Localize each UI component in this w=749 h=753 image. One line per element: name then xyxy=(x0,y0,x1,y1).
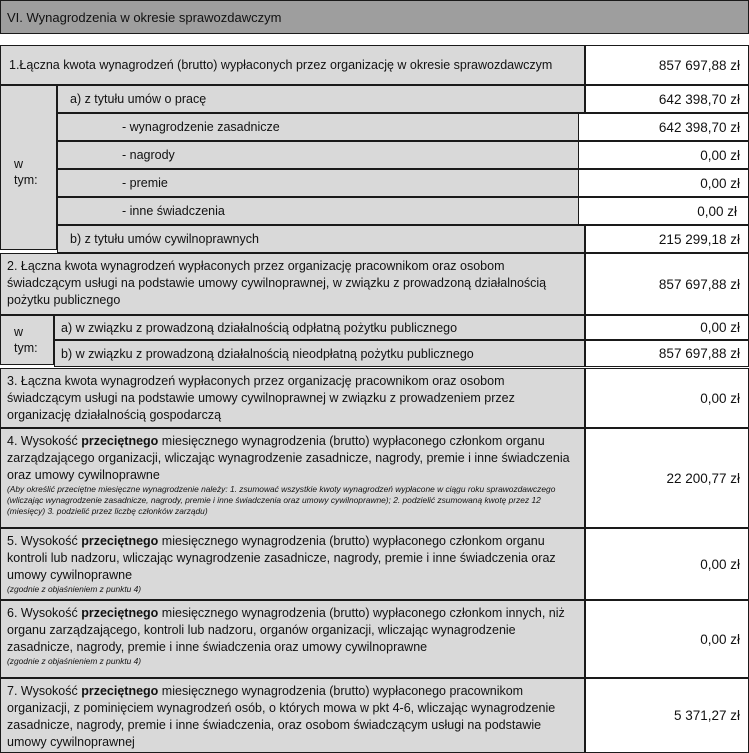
row-2a-label: a) w związku z prowadzoną działalnością odpłatną pożytku publicznego xyxy=(54,315,585,340)
wtym-label: w tym: xyxy=(14,325,38,355)
row-6-suffix: miesięcznego wynagrodzenia (brutto) wypłaconego członkom innych, niż organu zarządzającego, kontroli lub nadzoru, organów organizacji, wliczając wynagrodzenie zasadnicze, nagrody, premie i inne świadczenia oraz umowy cywilnoprawne xyxy=(7,606,565,654)
wtym-cell-2 xyxy=(0,315,54,365)
row-5-bold: przeciętnego xyxy=(81,534,159,548)
row-2-label: 2. Łączna kwota wynagrodzeń wypłaconych przez organizację pracownikom oraz osobom świadczącym usługi na podstawie umowy cywilnoprawnej, w związku z prowadzoną działalnością pożytku publicznego xyxy=(0,253,585,315)
row-5-label xyxy=(0,528,585,600)
row-1a4-value: 0,00 zł xyxy=(578,197,749,225)
row-4-prefix: 4. Wysokość xyxy=(7,434,82,448)
row-1a-value: 642 398,70 zł xyxy=(585,85,749,113)
row-4-value: 22 200,77 zł xyxy=(585,428,749,528)
row-1a1-value: 642 398,70 zł xyxy=(578,113,749,141)
row-2a-value: 0,00 zł xyxy=(585,315,749,340)
row-1a3-value: 0,00 zł xyxy=(578,169,749,197)
row-1a1-label: - wynagrodzenie zasadnicze xyxy=(57,113,585,141)
row-5-note: (zgodnie z objaśnieniem z punktu 4) xyxy=(7,584,142,594)
row-6-bold: przeciętnego xyxy=(81,606,159,620)
row-1a3-label: - premie xyxy=(57,169,585,197)
row-1-label: 1.Łączna kwota wynagrodzeń (brutto) wypłaconych przez organizację w okresie sprawozdawczym xyxy=(0,45,585,85)
row-4-note: (Aby określić przeciętne miesięczne wynagrodzenie należy: 1. zsumować wszystkie kwoty wynagrodzeń wypłacone w ciągu roku sprawozdawczego (wliczając wynagrodzenie zasadnicze, nagrody, premie i inne świadczenia oraz umowy cywilnoprawne); 2. podzielić zsumowaną kwotę przez 12 (miesięcy) 3. podzielić przez liczbę członków zarządu) xyxy=(7,484,556,516)
row-5-prefix: 5. Wysokość xyxy=(7,534,82,548)
row-7-bold: przeciętnego xyxy=(81,684,159,698)
row-7-value: 5 371,27 zł xyxy=(585,678,749,753)
row-2-value: 857 697,88 zł xyxy=(585,253,749,315)
row-6-value: 0,00 zł xyxy=(585,600,749,678)
row-6-note: (zgodnie z objaśnieniem z punktu 4) xyxy=(7,656,142,666)
section-header xyxy=(0,0,749,34)
row-4-bold: przeciętnego xyxy=(81,434,159,448)
row-6-prefix: 6. Wysokość xyxy=(7,606,82,620)
row-5-value: 0,00 zł xyxy=(585,528,749,600)
wtym-cell-1 xyxy=(0,85,57,250)
row-1a-label: a) z tytułu umów o pracę xyxy=(57,85,585,113)
section-title: VI. Wynagrodzenia w okresie sprawozdawczym xyxy=(7,9,282,25)
row-1b-value: 215 299,18 zł xyxy=(585,225,749,253)
row-5-suffix: miesięcznego wynagrodzenia (brutto) wypłaconego członkom organu kontroli lub nadzoru, wliczając wynagrodzenie zasadnicze, nagrody, premie i inne świadczenia oraz umowy cywilnoprawne xyxy=(7,534,556,582)
row-1a2-value: 0,00 zł xyxy=(578,141,749,169)
row-3-label: 3. Łączna kwota wynagrodzeń wypłaconych przez organizację pracownikom oraz osobom świadczącym usługi na podstawie umowy cywilnoprawnej w związku z prowadzeniem przez organizację działalnością gospodarczą xyxy=(0,368,585,428)
row-1a4-label: - inne świadczenia xyxy=(57,197,585,225)
row-4-suffix: miesięcznego wynagrodzenia (brutto) wypłaconego członkom organu zarządzającego organizacji, wliczając wynagrodzenie zasadnicze, nagrody, premie i inne świadczenia oraz umowy cywilnoprawne xyxy=(7,434,570,482)
row-1b-label: b) z tytułu umów cywilnoprawnych xyxy=(57,225,585,253)
row-1-value: 857 697,88 zł xyxy=(585,45,749,85)
row-2b-label: b) w związku z prowadzoną działalnością nieodpłatną pożytku publicznego xyxy=(54,340,585,367)
row-7-prefix: 7. Wysokość xyxy=(7,684,82,698)
wtym-label: w tym: xyxy=(14,157,38,187)
row-7-label xyxy=(0,678,585,753)
row-3-value: 0,00 zł xyxy=(585,368,749,428)
row-1a2-label: - nagrody xyxy=(57,141,585,169)
row-7-suffix: miesięcznego wynagrodzenia (brutto) wypłaconego pracownikom organizacji, z pominięciem wynagrodzeń osób, o których mowa w pkt 4-6, wliczając wynagrodzenie zasadnicze, nagrody, premie i inne świadczenia, oraz osobom świadczącym usługi na podstawie umowy cywilnoprawnej xyxy=(7,684,556,749)
row-4-label xyxy=(0,428,585,528)
row-2b-value: 857 697,88 zł xyxy=(585,340,749,367)
row-6-label xyxy=(0,600,585,678)
